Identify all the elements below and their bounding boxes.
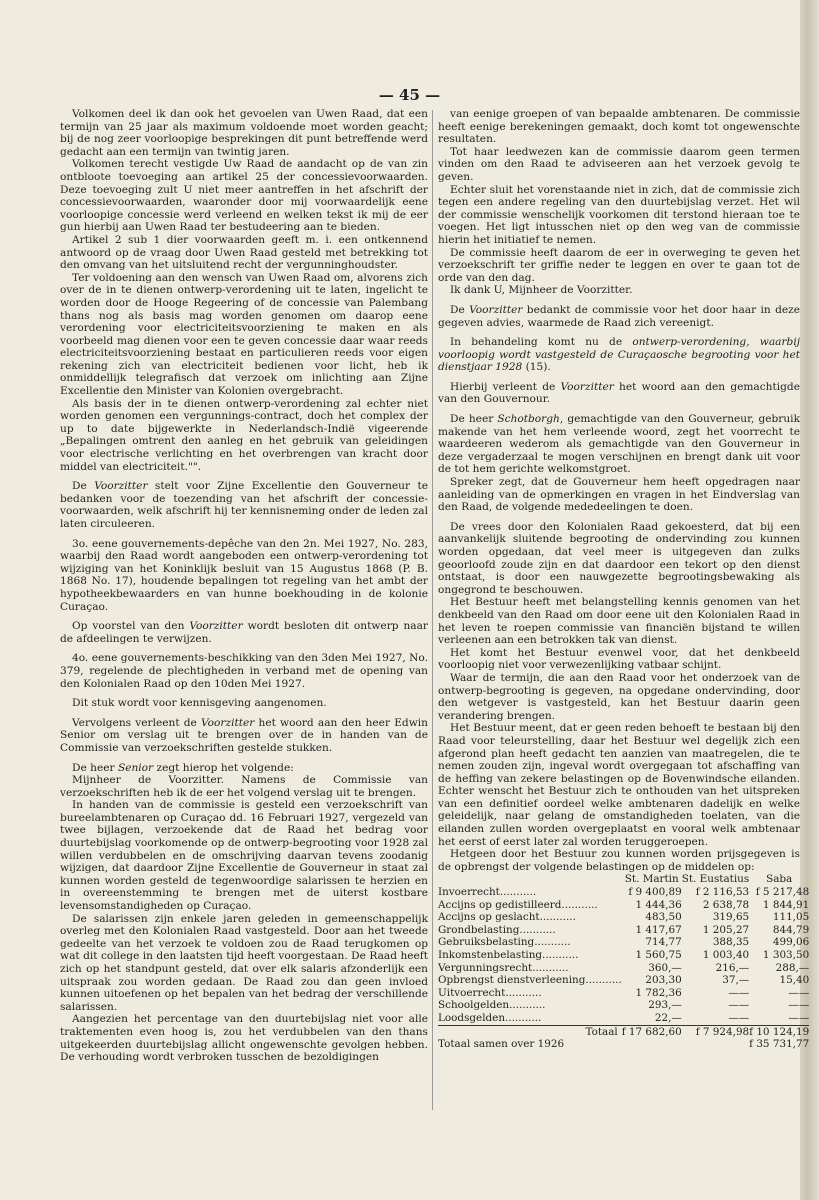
leader-dots: ........... [561,898,598,911]
paragraph: Volkomen terecht vestigde Uw Raad de aandacht op de van zin ontbloote toevoeging aan artikel 25 der concessievoorwaarden. Deze toevoeging zult U niet meer aantreffen in het afschrift der concessievoorwaarden, waaronder door mij voorwaardelijk eene voorloopige concessie werd verleend en welken tekst ik mij de eer gun hierbij aan Uwen Raad ter bestudeering aan te bieden. [60,158,428,234]
table-cell: —— [788,999,810,1012]
table-cell: 319,65 [712,911,750,924]
leader-dots: ........... [505,986,542,999]
paragraph-text: zegt hierop het volgende: [153,761,294,774]
table-cell: 499,06 [772,936,810,949]
table-cell: 111,05 [772,911,810,924]
table-cell: 288,— [775,961,810,974]
table-cell: 483,50 [645,911,682,924]
table-row [438,974,809,987]
emphasized-name: Voorzitter [94,480,148,493]
paragraph: Hetgeen door het Bestuur zou kunnen worden prijsgegeven is de opbrengst der volgende belastingen op de middelen op: [438,848,800,873]
table-cell: 1 560,75 [635,949,682,961]
row-label: Invoerrecht [438,886,500,899]
emphasized-name: ontwerp-verordening, waarbij voorloopig wordt vastgesteld de Curaçaosche begrooting voor het dienstjaar 1928 [438,336,800,374]
table-cell: f 10 124,19 [749,1025,810,1038]
paragraph [438,381,800,406]
table-row [438,949,809,962]
right-column [438,108,810,1051]
table-cell: 1 205,27 [702,923,750,936]
page-number: — 45 — [378,86,441,104]
paragraph: Tot haar leedwezen kan de commissie daarom geen termen vinden om den Raad te adviseeren aan het verzoek gevolg te geven. [438,145,800,183]
table-row [438,924,809,937]
paragraph-text: (15). [522,361,551,374]
leader-dots: ........... [542,949,579,961]
table-cell: —— [728,999,750,1012]
table-cell: 216,— [715,961,750,974]
leader-dots: ........... [499,886,537,899]
paragraph: De commissie heeft daarom de eer in overweging te geven het verzoekschrift ter griffie neder te leggen en over te gaan tot de orde van den dag. [438,246,800,284]
paragraph-text: Hierbij verleent de [450,380,561,393]
paragraph: Artikel 2 sub 1 dier voorwaarden geeft m. i. een ontkennend antwoord op de vraag door Uwen Raad gesteld met betrekking tot den omvang van het uitsluitend recht der vergunninghoudster. [60,233,428,272]
paragraph: De salarissen zijn enkele jaren geleden in gemeenschappelijk overleg met den Kolonialen Raad vastgesteld. Door aan het tweede gedeelte van het verzoek te voldoen zou de Raad terugkomen op wat dit college in den laatsten tijd heeft voorgestaan. De Raad heeft zich op het standpunt gesteld, dat over elk salaris afzonderlijk een uitspraak zou worden gedaan. De Raad zou dan geen invloed kunnen uitoefenen op het bepalen van het bedrag der verschillende salarissen. [60,912,428,1013]
table-cell: f 5 217,48 [755,886,810,899]
table-cell: —— [788,1011,810,1024]
paragraph: Dit stuk wordt voor kennisgeving aangenomen. [72,697,327,710]
table-spacer [682,1038,749,1051]
table-cell: —— [788,986,810,999]
table-cell: 2 638,78 [702,898,750,911]
leader-dots: ........... [585,974,622,987]
row-label: Inkomstenbelasting [438,949,543,961]
emphasized-name: Voorzitter [189,620,243,633]
table-cell: 360,— [648,961,682,974]
leader-dots: ........... [509,999,546,1012]
emphasized-name: Schotborgh [497,413,560,426]
row-label-cell [438,1012,622,1025]
paragraph: Het Bestuur meent, dat er geen reden behoeft te bestaan bij den Raad voor teleurstelling, daar het Bestuur wel degelijk zich een afgerond plan heeft gedacht ten aanzien van maatregelen, die te nemen zouden zijn, ingeval wordt overgegaan tot afschaffing van de heffing van zekere belastingen op de Bovenwindsche eilanden. Echter wenscht het Bestuur zich te onthouden van het uitspreken van een definitief oordeel welke ambtenaren dadelijk en welke geleidelijk, naar gelang de omstandigheden toelaten, van die eilanden zullen worden overgeplaatst en vooral welk ambtenaar het eerst of eerst later zal worden teruggeroepen. [438,722,800,848]
paragraph: Echter sluit het vorenstaande niet in zich, dat de commissie zich tegen een andere regeling van den duurtebijslag verzet. Het wil der commissie wenschelijk voorkomen dit terstond hieraan toe te voegen. Het ligt intusschen niet op den weg van de commissie hierin het initiatief te nemen. [438,183,800,246]
row-label-cell [438,987,622,1000]
table-cell: —— [728,1011,750,1024]
table-header-cell: St. Martin [624,873,679,886]
paragraph-text: het woord aan den gemachtigde van den Gouvernour. [438,380,800,406]
table-row [438,886,809,899]
row-label: Grondbelasting [438,923,520,936]
grand-total-row [438,1038,809,1051]
paragraph: De vrees door den Kolonialen Raad gekoesterd, dat bij een aanvankelijk sluitende begrooting de ondervinding zou kunnen worden opgedaan, dat veel meer is uitgegeven dan zulks geoorloofd zoude zijn en dat daardoor een tekort op den dienst ontstaat, is door een nauwgezette begrootingsbewaking als ongegrond te beschouwen. [438,520,800,596]
paragraph: Aangezien het percentage van den duurtebijslag niet voor alle traktementen even hoog is, zou het verdubbelen van den thans uitgekeerden duurtebijslag allicht ongewenschte gevolgen hebben. De verhouding wordt verbroken tusschen de bezoldigingen [60,1013,428,1064]
table-row [438,987,809,1000]
paragraph [60,762,428,775]
row-label-cell [438,886,622,899]
total-label: Totaal [585,1025,618,1038]
paragraph: Waar de termijn, die aan den Raad voor het onderzoek van de ontwerp-begrooting is gegeven, na opgedane ondervinding, door den wetgever is vastgesteld, kan het Bestuur daarin geen verandering brengen. [438,671,800,722]
paragraph: Als basis der in te dienen ontwerp-verordening zal echter niet worden genomen een vergunnings-contract, doch het complex der up to date bijgewerkte in Nederlandsch-Indië vigeerende „Bepalingen omtrent den aanleg en het gebruik van geleidingen voor electrische verlichting en het overbrengen van kracht door middel van electriciteit."". [60,397,428,473]
table-cell: 15,40 [779,974,810,987]
table-cell: 1 444,36 [635,898,682,911]
table-cell: 844,79 [772,923,810,936]
table-row [438,936,809,949]
paragraph: Ter voldoening aan den wensch van Uwen Raad om, alvorens zich over de in te dienen ontwerp-verordening uit te laten, ingelicht te worden door de Hooge Regeering of de concessie van Palembang thans nog als basis mag worden genomen om daarop eene verordening voor electriciteitsvoorziening te maken en als voorbeeld mag dienen voor een te geven concessie daar waar reeds electriciteitsvoorziening bestaat en particulieren reeds voor eigen rekening zich van electriciteit bedienen voor licht, heb ik onmiddellijk telegrafisch dat verzoek om inlichting aan Zijne Excellentie den Minister van Kolonien overgebracht. [60,271,428,398]
table-header-cell: St. Eustatius [681,873,750,886]
table-cell: 293,— [648,999,682,1012]
paragraph-text: In behandeling komt nu de [450,336,633,349]
paragraph: Ik dank U, Mijnheer de Voorzitter. [450,284,633,297]
row-label-cell [438,999,622,1012]
table-cell: 388,35 [712,936,750,949]
table-cell: f 17 682,60 [621,1025,682,1038]
table-cell: 22,— [654,1011,682,1024]
table-cell: 203,30 [645,974,682,987]
row-label: Loodsgelden [438,1011,506,1024]
paragraph: Mijnheer de Voorzitter. Namens de Commissie van verzoekschriften heb ik de eer het volgend verslag uit te brengen. [60,774,428,799]
row-label: Accijns op geslacht [438,911,540,924]
row-label-cell [438,974,622,987]
paragraph [60,620,428,645]
row-label-cell [438,936,622,949]
table-row [438,899,809,912]
paragraph-text: De [450,303,470,316]
paragraph-text: De heer [450,413,498,426]
table-cell: —— [728,986,750,999]
leader-dots: ........... [534,936,571,949]
table-cell: f 9 400,89 [628,886,682,899]
table-cell: 1 003,40 [702,949,750,961]
leader-dots: ........... [505,1011,542,1024]
leader-dots: ........... [519,923,556,936]
paragraph [60,717,428,755]
emphasized-name: Senior [117,761,154,774]
table-cell: 37,— [722,974,750,987]
row-label: Schoolgelden [438,999,510,1012]
row-label-cell [438,962,622,975]
paragraph-text: De [72,480,95,493]
paragraph: Het Bestuur heeft met belangstelling kennis genomen van het denkbeeld van den Raad om door eene uit den Kolonialen Raad in het leven te roepen commissie van financiën bijstand te willen verleenen aan een betrokken tak van dienst. [438,596,800,647]
paragraph: Het komt het Bestuur evenwel voor, dat het denkbeeld voorloopig niet voor verwezenlijking vatbaar schijnt. [438,646,800,672]
emphasized-name: Voorzitter [469,303,523,316]
table-row [438,962,809,975]
table-cell: 1 844,91 [762,898,810,911]
grand-total-label: Totaal samen over 1926 [438,1038,565,1051]
table-cell: 1 303,50 [762,949,810,961]
emphasized-name: Voorzitter [560,380,614,393]
grand-total-value: f 35 731,77 [749,1038,810,1051]
row-label: Accijns op gedistilleerd [438,898,562,911]
table-row [438,911,809,924]
table-row [438,1012,809,1025]
table-cell: f 2 116,53 [695,886,750,899]
row-label: Opbrengst dienstverleening [438,974,586,987]
row-label: Vergunningsrecht [438,961,533,974]
paragraph-text: Vervolgens verleent de [72,716,201,729]
row-label: Gebruiksbelasting [438,936,535,949]
table-header-cell: Saba [766,873,793,886]
paragraph-text: het woord aan den heer Edwin Senior om verslag uit te brengen over de in handen van de Commissie van verzoekschriften gestelde stukken. [60,716,428,754]
paragraph-text: wordt besloten dit ontwerp naar de afdeelingen te verwijzen. [60,620,428,645]
emphasized-name: Voorzitter [201,716,255,729]
paragraph [438,336,800,374]
paragraph-text: stelt voor Zijne Excellentie den Gouverneur te bedanken voor de toezending van het afschrift der concessie-voorwaarden, welk afschrift hij ter kennisneming onder de leden zal laten circuleeren. [60,480,428,530]
paragraph: 4o. eene gouvernements-beschikking van den 3den Mei 1927, No. 379, regelende de plechtigheden in verband met de opening van den Kolonialen Raad op den 10den Mei 1927. [60,652,428,690]
paragraph [438,413,800,476]
table-cell: 1 782,36 [635,986,682,999]
row-label-cell [438,949,622,962]
row-label: Uitvoerrecht [438,986,506,999]
paragraph-text: bedankt de commissie voor het door haar in deze gegeven advies, waarmede de Raad zich vereenigt. [438,303,800,329]
revenue-table [438,873,809,1050]
row-label-cell [438,899,622,912]
column-divider [432,110,433,1110]
row-label-cell [438,911,622,924]
paragraph [60,480,428,530]
total-row [438,1026,809,1039]
paragraph: Spreker zegt, dat de Gouverneur hem heeft opgedragen naar aanleiding van de opmerkingen en vragen in het Eindverslag van den Raad, de volgende mededeelingen te doen. [438,476,800,514]
table-cell: f 7 924,98 [695,1025,750,1038]
paragraph: 3o. eene gouvernements-depêche van den 2n. Mei 1927, No. 283, waarbij den Raad wordt aangeboden een ontwerp-verordening tot wijziging van het Koninklijk besluit van 15 Augustus 1868 (P. B. 1868 No. 17), houdende bepalingen tot regeling van het ambt der hypotheekbewaarders en van hunne boekhouding in de kolonie Curaçao. [60,537,428,613]
paragraph: van eenige groepen of van bepaalde ambtenaren. De commissie heeft eenige berekeningen gemaakt, doch komt tot ongewenschte resultaten. [438,108,800,146]
paragraph-text: , gemachtigde van den Gouverneur, gebruik makende van het hem verleende woord, zegt het voorrecht te waardeeren wederom als gemachtigde van den Gouverneur in deze vergaderzaal te mogen verschijnen en brengt dank uit voor de tot hem gerichte welkomstgroet. [438,413,800,476]
table-cell: 714,77 [645,936,682,949]
paragraph: Volkomen deel ik dan ook het gevoelen van Uwen Raad, dat een termijn van 25 jaar als maximum voldoende moet worden geacht; bij de nog zeer voorloopige besprekingen dit punt betreffende werd gedacht aan een termijn van twintig jaren. [60,108,428,158]
paragraph-text: De heer [72,761,118,774]
left-column [60,108,428,1064]
table-row [438,999,809,1012]
paragraph: In handen van de commissie is gesteld een verzoekschrift van bureelambtenaren op Curaçao dd. 16 Februari 1927, vergezeld van twee bijlagen, verzoekende dat de Raad het bedrag voor duurtebijslag voorkomende op de ontwerp-begrooting voor 1928 zal willen verdubbelen en de omschrijving daarvan tevens zoodanig wijzigen, dat daardoor Zijne Excellentie de Gouverneur in staat zal kunnen worden gesteld de tegenwoordige salarissen te herzien en in overeenstemming te brengen met de uiterst kostbare levensomstandigheden op Curaçao. [60,799,428,913]
paragraph-text: Op voorstel van den [72,620,190,633]
table-header-row [438,873,809,886]
row-label-cell [438,924,622,937]
leader-dots: ........... [532,961,569,974]
table-header-blank [438,873,622,886]
table-cell: 1 417,67 [635,923,682,936]
leader-dots: ........... [539,911,576,924]
paragraph [438,304,800,329]
